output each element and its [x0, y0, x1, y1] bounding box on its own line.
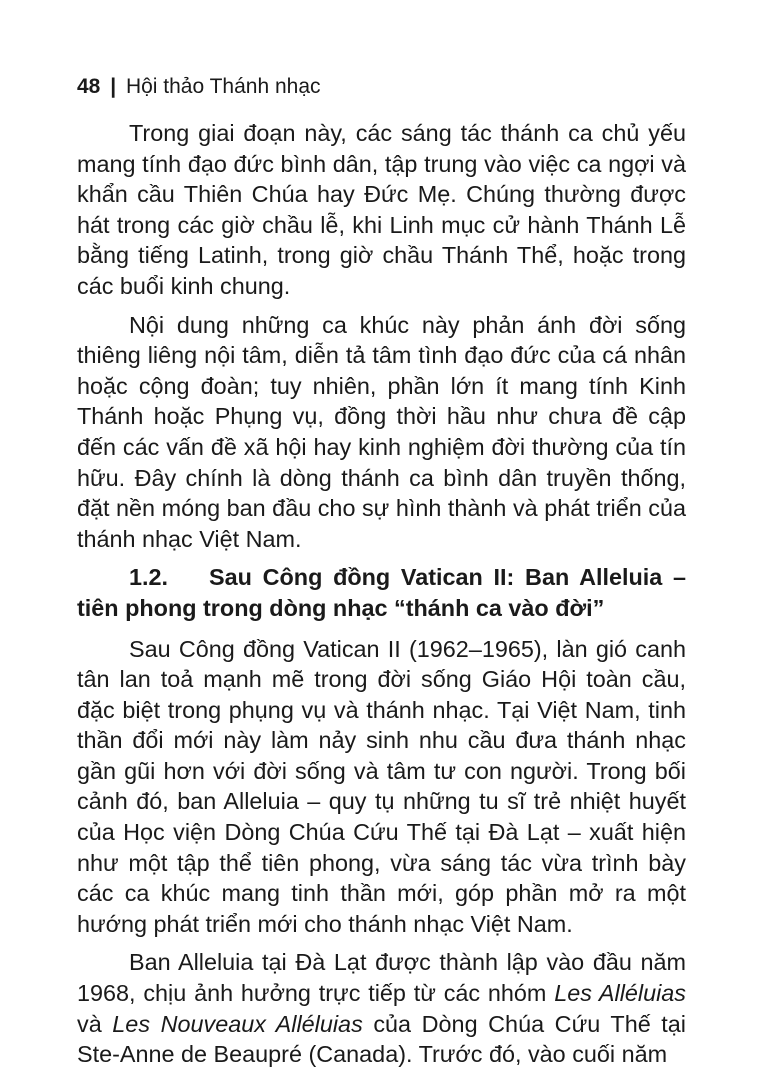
- paragraph-4: [77, 947, 686, 1069]
- header-separator: |: [110, 75, 117, 98]
- page-number: 48: [77, 75, 101, 98]
- section-title: Sau Công đồng Vatican II: Ban Alleluia – tiên phong trong dòng nhạc “thánh ca vào đời”: [77, 564, 686, 621]
- section-number: 1.2.: [129, 564, 169, 591]
- paragraph-4-italic-1: Les Alléluias: [554, 980, 687, 1007]
- paragraph-4-italic-2: Les Nouveaux Alléluias: [112, 1010, 363, 1037]
- page-content: [77, 72, 686, 1078]
- running-header: [77, 72, 686, 102]
- paragraph-2: Nội dung những ca khúc này phản ánh đời sống thiêng liêng nội tâm, diễn tả tâm tình đạo đức của cá nhân hoặc cộng đoàn; tuy nhiên, phần lớn ít mang tính Kinh Thánh hoặc Phụng vụ, đồng thời hầu như chưa đề cập đến các vấn đề xã hội hay kinh nghiệm đời thường của tín hữu. Đây chính là dòng thánh ca bình dân truyền thống, đặt nền móng ban đầu cho sự hình thành và phát triển của thánh nhạc Việt Nam.: [77, 311, 686, 552]
- paragraph-4-text-1: Ban Alleluia tại Đà Lạt được thành lập vào đầu năm 1968, chịu ảnh hưởng trực tiếp từ các nhóm: [77, 949, 686, 1007]
- paragraph-4-text-2: và: [77, 1010, 113, 1037]
- paragraph-1: Trong giai đoạn này, các sáng tác thánh ca chủ yếu mang tính đạo đức bình dân, tập trung vào việc ca ngợi và khẩn cầu Thiên Chúa hay Đức Mẹ. Chúng thường được hát trong các giờ chầu lễ, khi Linh mục cử hành Thánh Lễ bằng tiếng Latinh, trong giờ chầu Thánh Thể, hoặc trong các buổi kinh chung.: [77, 120, 686, 299]
- running-title: Hội thảo Thánh nhạc: [125, 75, 321, 98]
- paragraph-4-text-3: của Dòng Chúa Cứu Thế tại Ste-Anne de Beaupré (Canada). Trước đó, vào cuối năm: [77, 1010, 687, 1068]
- paragraph-3: Sau Công đồng Vatican II (1962–1965), làn gió canh tân lan toả mạnh mẽ trong đời sống Giáo Hội toàn cầu, đặc biệt trong phụng vụ và thánh nhạc. Tại Việt Nam, tinh thần đổi mới này làm nảy sinh nhu cầu đưa thánh nhạc gần gũi hơn với đời sống và tâm tư con người. Trong bối cảnh đó, ban Alleluia – quy tụ những tu sĩ trẻ nhiệt huyết của Học viện Dòng Chúa Cứu Thế tại Đà Lạt – xuất hiện như một tập thể tiên phong, vừa sáng tác vừa trình bày các ca khúc mang tinh thần mới, góp phần mở ra một hướng phát triển mới cho thánh nhạc Việt Nam.: [77, 635, 686, 937]
- section-heading: [77, 562, 686, 623]
